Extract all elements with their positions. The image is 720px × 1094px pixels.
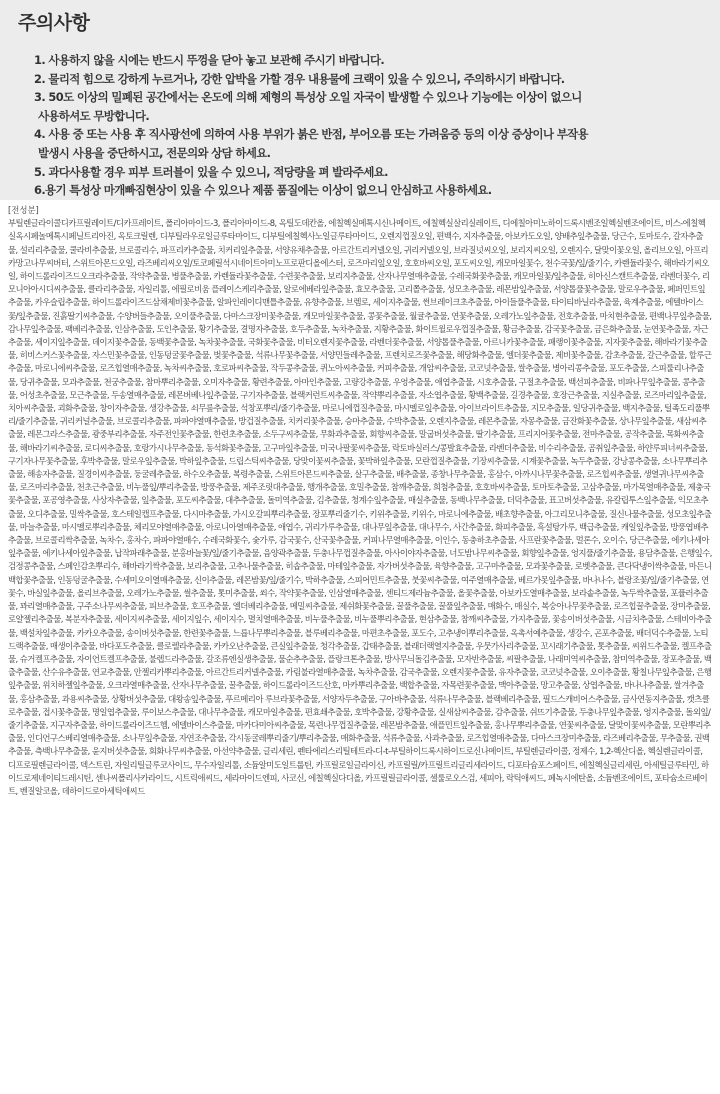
- caution-item-continuation: 발생시 사용을 중단하시고, 전문의와 상담 하세요.: [38, 145, 271, 160]
- caution-list: [18, 51, 702, 200]
- ingredients-list-text: 부틸렌글라이콜디카프릴레이트/디카프레이트, 폴리아마이드-3, 폴리아마이드-8, 옥틸도데칸올, 에칠헥실메톡시신나메이트, 에칠헥실살리실레이트, 디에칠아미노하이드록시벤조일헥실벤조에이트, 비스-에칠헥실옥시페놀메톡시페닐트리아진, 옥토크릴렌, 디부틸라우로일글루타마이드, 디부틸에칠헥사노일글루타마이드, 오렌지껍질오일, 편백수, 지자추출물, 아보카도오일, 양배추잎추출물, 당근수, 토마토수, 갈자추출물, 설리리추출물, 쿨라비추출물, 브로콜리수, 파프리카추출물, 치커리잎추출물, 서양유채추출물, 아르간트리커넬오일, 귀리커넬오일, 브라질넛씨오일, 보리지씨오일, 오렌지수, 달맞이꽃오일, 올리브오일, 아프리카망고나무씨버터, 스위트아몬드오일, 라즈베리씨오일/토코페릴석시네이트아미노프로판디올에스터, 로즈마리잎오일, 호호바씨오일, 포도씨오일, 캐모마일꽃수, 천수국꽃/잎/줄기수, 카렌듈라꽃수, 해바라기씨오일, 하이드롤라이즈드오크라추출물, 작약추출물, 병풀추출물, 카렌듈라꽃추출물, 수련꽃추출물, 보리지추출물, 산자나무열매추출물, 수레국화꽃추출물, 캐모마일꽃/잎추출물, 히아신스캔트추출물, 라벤더꽃수, 리모니아아시디씨추출물, 클라리추출물, 자일리톨, 에필로비움 플레이스케리추출물, 알로에베라잎추출물, 효모추출물, 고리쫄추출물, 성모초추출물, 레몬밤잎추출물, 서양톱풀꽃추출물, 말로우추출물, 페퍼민트잎추출물, 카우슬립추출물, 하이드롤라이즈드삼채제비꽃추출물, 알파인레이디맨틀추출물, 유향추출물, 브렘로, 세이지추출물, 썬브레이크초추출물, 아이들풀추출물, 타이티바닐라추출물, 육계추출물, 에텔바이스꽃/잎추출물, 진흙딸기씨추출물, 수양버들추출물, 오이풀추출물, 다마스크장미꽃추출물, 캐모마일꽃추출물, 콩꽃추출물, 월귤추출물, 연꽃추출물, 오레가노잎추출물, 전호추출물, 마치현추출물, 편백나무잎추출물, 감나무잎추출물, 팩베리추출물, 인삼추출물, 도인추출물, 황기추출물, 결명자추출물, 호두추출물, 녹차추출물, 지황추출물, 화이트윌로우껍질추출물, 황금추출물, 감국꽃추출물, 금은화추출물, 눈연꽃추출물, 자근추출물, 세이지잎추출물, 데이지꽃추출물, 동백꽃추출물, 녹차꽃추출물, 국화꽃추출물, 비터오렌지꽃추출물, 라벤더꽃추출물, 서양톱풀추출물, 아르니카꽃추출물, 패랭이꽃추출물, 지자꽃추출물, 해바라기꽃추출물, 히비스커스꽃추출물, 자스민꽃추출물, 인동덩굴꽃추출물, 벚꽃추출물, 석류나무꽃추출물, 서양민들레추출물, 프렌치로즈꽃추출물, 해당화추출물, 엘더꽃추출물, 제비꽃추출물, 감초추출물, 갈근추출물, 할루근추출물, 마로니에씨추출물, 로즈힙열매추출물, 녹차씨추출물, 호로파씨추출물, 작두콩추출물, 퀴노아씨추출물, 커피추출물, 개암씨추출물, 코코넛추출물, 쌀추출물, 병아리콩추출물, 포도추출물, 스피룰리나추출물, 당귀추출물, 모과추출물, 천궁추출물, 참마뿌리추출물, 오미자추출물, 황련추출물, 아마인추출물, 고량강추출물, 우엉추출물, 애엽추출물, 시호추출물, 구절초추출물, 백선피추출물, 비파나무잎추출물, 콩추출물, 어성초추출물, 모근추출물, 두송열매추출물, 레몬버베나잎추출물, 구기자추출물, 블랙커런트씨추출물, 작약뿌리추출물, 자소엽추출물, 황백추출물, 길경추출물, 호장근추출물, 지실추출물, 로즈마리잎추출물, 치아씨추출물, 괴화추출물, 창이자추출물, 생강추출물, 쇠무릎추출물, 석창포뿌리/줄기추출물, 마로니에껍질추출물, 마시멜로잎추출물, 아이브라이트추출물, 지모추출물, 일당귀추출물, 백지추출물, 털족도리풀뿌리/줄기추출물, 귀리커널추출물, 브로콜리추출물, 파파야열매추출물, 방겁질추출물, 치커리꽃추출물, 승마추출물, 수박추출물, 오렌지추출물, 레몬추출물, 자몽추출물, 금잔화꽃추출물, 상나무잎추출물, 새삼씨추출물, 레몬그라스추출물, 광중부리추출물, 자주전인꽃추출물, 한련초추출물, 소두구씨추출물, 무화과추출물, 회향씨추출물, 말굽버섯추출물, 딸기추출물, 프리지어꽃추출물, 전마추출물, 공작추출물, 목화씨추출물, 해바라기씨추출물, 로디씨추출물, 호랑가시나무추출물, 동석화꽃추출물, 고구마잎추출물, 미국나팔꽃씨추출물, 락토바실러스/콩발효추출물, 라벤더추출물, 비수리추출물, 곰취잎추출물, 하얀루피너씨추출물, 구기자나무꽃추출물, 후박추출물, 말로우잎추출물, 박하잎추출물, 드립스틱씨추출물, 당맞이꽃씨추출물, 꽃박하잎추출물, 모란껍질추출물, 기장씨추출물, 시계꽃추출물, 녹두추출물, 강낭콩추출물, 소나무뿌리추출물, 해송자추출물, 질경이씨추출물, 둥굴레추출물, 하수오추출물, 복령추출물, 스위트아몬드씨추출물, 살구추출물, 배추출물, 종창나무추출물, 홍삼수, 아까시나무꽃추출물, 로즈힙씨추출물, 생열귀나무씨추출물, 로즈마리추출물, 천초근추출물, 비누풀잎/뿌리추출물, 방풍추출물, 제주조릿대추출물, 행개추출물, 호밀추출물, 참깨추출물, 희첨추출물, 호호바씨추출물, 토마토추출물, 고삼추출물, 마가목열매추출물, 제충국꽃추출물, 포공영추출물, 사상자추출물, 잎추출물, 포도씨추출물, 대추추출물, 돌미역추출물, 김추출물, 청계수잎추출물, 매실추출물, 동백나무추출물, 더덕추출물, 표고버섯추출물, 유칼립투스잎추출물, 익모초추출물, 오디추출물, 밀싹추출물, 호스테일캡프추출물, 다시마추출물, 가시오갈피뿌리추출물, 장포뿌리줄기수, 키위추출물, 키위수, 마로니에추출물, 배초향추출물, 아그리모니추출물, 질신나물추출물, 성모초잎추출물, 마늘추출물, 마시멜로뿌리추출물, 체리모야열매추출물, 아로니아열매추출물, 애엽수, 귀리가루추출물, 대나무잎추출물, 대나무수, 사간추출물, 화피추출물, 흑설탕가루, 백급추출물, 캐일잎추출물, 방풍엽배추추출물, 브로콜리싹추출물, 녹차수, 홍차수, 파파야열매수, 수레국화꽃수, 숯가루, 감국꽃수, 산국꽃추출물, 커피나무열매추출물, 이인수, 동충하초추출물, 사프란꽃추출물, 멀론수, 오이수, 당근추출물, 에키나세아잎추출물, 에키나세아잎추출물, 납작파래추출물, 분홍바늘꽃/잎/줄기추출물, 음양곽추출물, 두충나무껍질추출물, 아사이야자추출물, 너도밤나무씨추출물, 회향잎추출물, 엉지풀/줄기추출물, 용담추출물, 은행잎수, 검정콩추출물, 스페인감초뿌리수, 해바라기싹추출물, 보리추출물, 고추나물추출물, 히솝추출물, 마테잎추출물, 자가버섯추출물, 육향추출물, 고구마추출물, 모과꽃추출물, 로벳추출물, 큰다닥냉이싹추출물, 마든니백합꽃추출물, 인동덩굴추출물, 수세미오이열매추출물, 신이추출물, 레몬밤꽃/잎/줄기수, 박하추출물, 스피어민트추출물, 붓꽃씨추출물, 여주열매추출물, 베르가못잎추출물, 바나나수, 블랑조꽃/잎/줄기추출물, 연꽃수, 바실잎추출물, 올리브추출물, 오레가노추출물, 썰추출물, 톳미추출물, 쐬수, 작약꽃추출물, 인삼열매추출물, 센티드제라늄추출물, 올꽃추출물, 아보카도열매추출물, 보라솥추출물, 녹두싹추출물, 포퓰러추출물, 꽈리열매추출물, 구주소나무씨추출물, 피브추출물, 호프추출물, 엘더베리추출물, 메밀씨추출물, 제쉬화꽃추출물, 꿀풀추출물, 꿀풀잎추출물, 매화수, 매실수, 복숭아나무꽃추출물, 로즈힙꿀추출물, 장미추출물, 로얄젤리추출물, 복분자추출물, 세이지씨추출물, 세이지잎수, 세이지수, 멸치열매추출물, 비누풀추출물, 비누풀뿌리추출물, 현삼추출물, 참깨씨추출물, 가지추출물, 꽃송이버섯추출물, 시금치추출물, 스테비아추출물, 백설차잎추출물, 카카오추출물, 송이버섯추출물, 한련꽃추출물, 느릅나무뿌리추출물, 블루베리추출물, 마편초추출물, 포도수, 고추냉이뿌리추출물, 옥촉서예추출물, 생강수, 곤포추출물, 배더덕수추출물, 노티드랙추출물, 매생이추출물, 바다포도추출물, 클로렐라추출물, 카카오난추출물, 큰실잎추출물, 청각추출물, 갑태추출물, 블래더랙열지추출물, 우뭇가사리추출물, 꼬시래기추출물, 톳추출물, 씨위드추출물, 켈프추출물, 슈거켈프추출물, 자이언트켈프추출물, 불렙드라추출물, 갈조류엔실생추출물, 물순추추출물, 플랑크톤추출물, 방사무늬돌김추출물, 모자반추출물, 씨팔추출물, 나래미역씨추출물, 참미역추출물, 장포추출물, 백출추출물, 산수유추출물, 연교추출물, 안젤리카뿌리추출물, 아르간트리커넬추출물, 카림불라열매추출물, 녹차추출물, 감국추출물, 오렌지꽃추출물, 유자추출물, 코코넛추출물, 오이추출물, 황칠나무잎추출물, 은행잎추출물, 위치하젤잎추출물, 오크라열매추출물, 산자나무추출물, 꿀추출물, 하이드롤라이즈드산호, 마카뿌리추출물, 백합추출물, 자목련꽃추출물, 맥아추출물, 망고추출물, 상엽추출물, 바나나추출물, 쌀겨추출물, 홍삼추출물, 과용씨추출물, 상황버섯추출물, 대왕송잎추출물, 푸르메리아 루브라꽃추출물, 서양자두추출물, 구아바추출물, 석류나무추출물, 블랙베리추출물, 필드스캐비어스추출물, 금사연동지추출물, 캣츠클로추출물, 접시꽃추출물, 명일엽추출물, 루이보스추출물, 대나무추출물, 캐모마일추출물, 편효쇄추출물, 호박추출물, 강황추출물, 실새삼씨추출물, 감추출물, 쉬뜨기추출물, 두충나무잎추출물, 엉지추출물, 돌외잎/줄기추출물, 지구자추출물, 하이드롤라이즈드헴, 에델바이스추출물, 마카다미아씨추출물, 목련나무껍질추출물, 레몬밤추출물, 애플민트잎추출물, 홍나무뿌리추출물, 연꽃씨추출물, 달맞이꽃씨추출물, 모란뿌리추출물, 인디언구스베리열매추출물, 소나무잎추출물, 자연조추출물, 각시동굴레뿌리줄기/뿌리추출물, 매화추출물, 석류추출물, 사과추출물, 로즈힙열매추출물, 다마스크장미추출물, 라즈베리추출물, 무추출물, 권백추출물, 측백나무추출물, 윤지버섯추출물, 회화나무씨추출물, 아선약추출물, 글리세린, 펜타에리스리틸테트라-디-t-부틸하이드록시하이드로신나메이트, 부틸렌글라이콜, 정제수, 1,2-헥산디올, 헥실렌글라이콜, 디프로필렌글라이콜, 덱스트린, 자일리틸글루코사이드, 무수자일리톨, 소듐알미도일트룹틴, 카프릴로일글라이신, 카프릴릴/카프릴트리글리세라이드, 디포타슘포스페이트, 에칠헥실글리세린, 아세틸글루타민, 하이드로제네이티드레시틴, 센나씨폴리사카라이드, 시트릭애씨드, 세라마이드엔피, 사코신, 에칠헥실다디올, 카프릴릴글라이콜, 셀룰로오스검, 세피아, 락틱애씨드, 페녹시에탄올, 소듐벤조에이트, 포타슘소르베이트, 벤질알코올, 데하이드로아세틱애씨드: [8, 218, 712, 796]
- caution-item-text: 5. 과다사용할 경우 피부 트러블이 있을 수 있으니, 적당량을 펴 발라주세요.: [34, 164, 388, 179]
- caution-title: 주의사항: [18, 12, 90, 34]
- ingredients-heading: [전성분]: [8, 205, 39, 215]
- caution-item-1: [34, 51, 702, 70]
- caution-item-4: [34, 125, 702, 162]
- caution-item-2: [34, 70, 702, 89]
- caution-section: [0, 0, 720, 200]
- caution-item-text: 4. 사용 중 또는 사용 후 직사광선에 의하여 사용 부위가 붉은 반점, 부어오름 또는 가려움증 등의 이상 증상이나 부작용: [34, 127, 588, 142]
- caution-item-continuation: 사용하셔도 무방합니다.: [38, 108, 150, 123]
- caution-item-6: [34, 181, 702, 200]
- caution-item-text: 6.용기 특성상 마개빠짐현상이 있을 수 있으나 제품 품질에는 이상이 없으니 안심하고 사용하세요.: [34, 183, 492, 198]
- caution-item-text: 1. 사용하지 않을 시에는 반드시 뚜껑을 닫아 놓고 보관해 주시기 바랍니다.: [34, 53, 385, 67]
- caution-item-text: 2. 물리적 힘으로 강하게 누르거나, 강한 압박을 가할 경우 내용물에 크랙이 있을 수 있으니, 주의하시기 바랍니다.: [34, 71, 565, 86]
- caution-item-3: [34, 88, 702, 125]
- caution-item-text: 3. 50도 이상의 밀폐된 공간에서는 온도에 의해 제형의 특성상 오일 자국이 발생할 수 있으나 기능에는 이상이 없으니: [34, 90, 582, 105]
- ingredients-section: [0, 200, 720, 1087]
- caution-item-5: [34, 163, 702, 182]
